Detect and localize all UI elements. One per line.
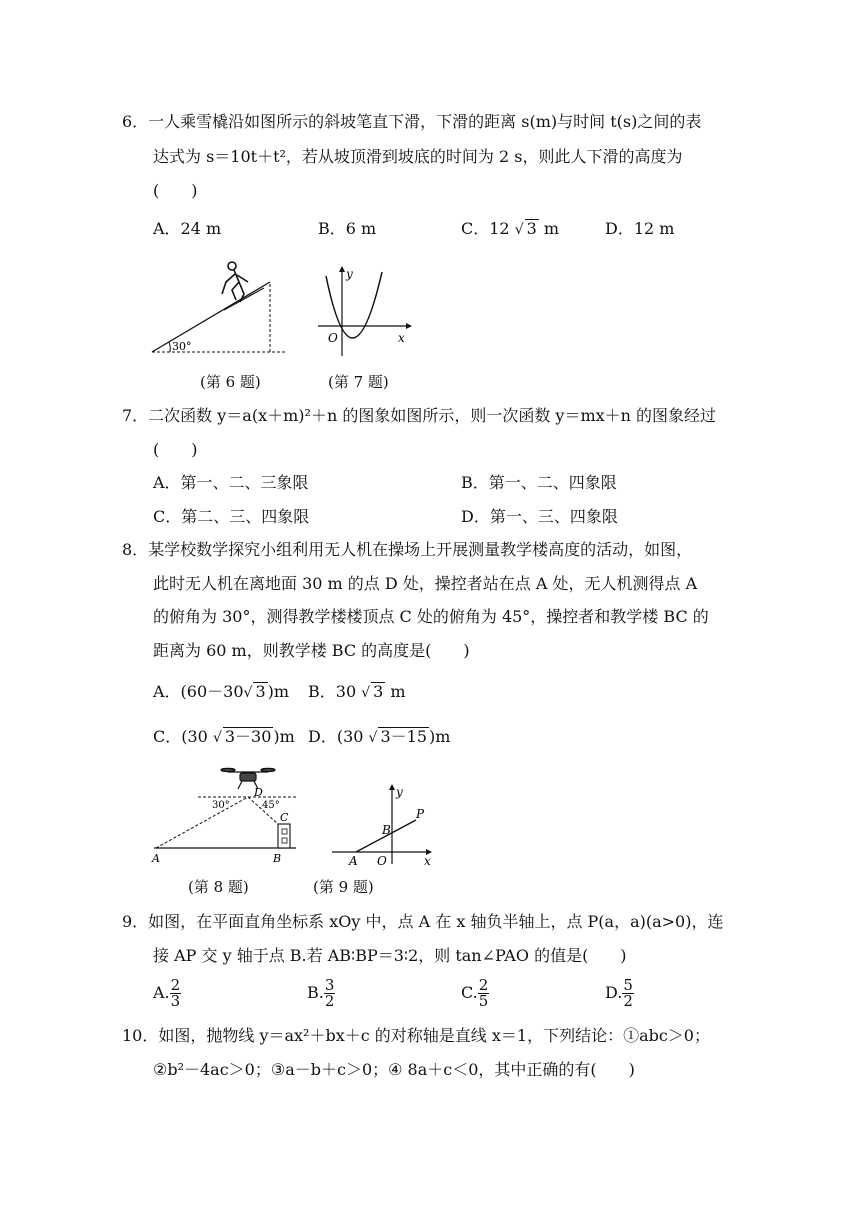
q9-option-b <box>307 978 335 1009</box>
q10-line-1: 10．如图，抛物线 y＝ax²＋bx＋c 的对称轴是直线 x＝1，下列结论：①abc＞0； <box>122 1026 710 1045</box>
q9-option-d-label: D. <box>605 983 623 1002</box>
figure-6-angle-label: 30° <box>172 340 192 353</box>
numerator: 3 <box>324 976 335 994</box>
q9-option-b-fraction <box>324 978 336 1009</box>
figure-9-point-a: A <box>349 854 358 868</box>
q8-line-3: 的俯角为 30°，测得教学楼楼顶点 C 处的俯角为 45°，操控者和教学楼 BC 的 <box>153 607 709 626</box>
q9-option-c <box>461 978 489 1009</box>
figure-7-origin-label: O <box>328 331 338 345</box>
sqrt-symbol: √ <box>368 730 378 746</box>
figure-8-point-b: B <box>273 852 282 865</box>
figure-9-caption: (第 9 题) <box>313 878 374 896</box>
figure-9-y-label: y <box>396 785 403 799</box>
q8-line-1: 8．某学校数学探究小组利用无人机在操场上开展测量教学楼高度的活动，如图， <box>122 540 693 559</box>
q6-option-c-radicand: 3 <box>526 219 537 238</box>
denominator: 5 <box>478 992 489 1010</box>
q6-line-1: 6．一人乘雪橇沿如图所示的斜坡笔直下滑，下滑的距离 s(m)与时间 t(s)之间的表 <box>122 112 702 131</box>
sqrt-symbol: √ <box>361 685 371 701</box>
q8-option-c <box>153 727 295 748</box>
figure-7-caption: (第 7 题) <box>328 373 389 391</box>
q6-line-3: ( ) <box>153 181 198 200</box>
q8-option-b-radicand: 3 <box>373 682 384 701</box>
q7-option-c: C．第二、三、四象限 <box>153 507 310 526</box>
figure-6-slope <box>140 252 300 364</box>
q8-option-d-radicand: 3－15 <box>380 727 427 746</box>
figure-8-caption: (第 8 题) <box>188 878 249 896</box>
skier-icon <box>222 262 264 310</box>
q9-option-b-label: B. <box>307 983 324 1002</box>
figure-9-point-p: P <box>416 807 425 821</box>
q6-option-c-unit: m <box>543 219 560 238</box>
figure-7-x-label: x <box>398 331 405 345</box>
q9-option-a-fraction <box>170 978 182 1009</box>
figure-8-drone-diagram <box>148 762 308 868</box>
q8-option-c-suffix: )m <box>273 727 295 746</box>
figure-8-point-c: C <box>280 811 289 824</box>
figure-9-x-label: x <box>424 854 431 868</box>
q6-line-2: 达式为 s＝10t＋t²，若从坡顶滑到坡底的时间为 2 s，则此人下滑的高度为 <box>153 147 683 166</box>
q8-line-2: 此时无人机在离地面 30 m 的点 D 处，操控者站在点 A 处，无人机测得点 A <box>153 574 698 593</box>
q8-option-b-prefix: B．30 <box>308 682 357 701</box>
q8-option-d-prefix: D．(30 <box>308 727 364 746</box>
figure-7-parabola <box>316 262 416 360</box>
sqrt-symbol: √ <box>243 685 253 701</box>
q7-option-a: A．第一、二、三象限 <box>153 473 309 492</box>
figure-6-caption: (第 6 题) <box>200 373 261 391</box>
q8-option-b <box>308 682 406 703</box>
q9-line-1: 9．如图，在平面直角坐标系 xOy 中，点 A 在 x 轴负半轴上，点 P(a，a)(a>0)，连 <box>122 912 724 931</box>
figure-9-point-b: B <box>382 823 391 837</box>
figure-9-coordinate-plane <box>330 778 440 868</box>
q8-option-c-radicand: 3－30 <box>224 727 272 746</box>
numerator: 2 <box>478 976 489 994</box>
denominator: 2 <box>623 992 633 1010</box>
q8-line-4: 距离为 60 m，则教学楼 BC 的高度是( ) <box>153 641 470 660</box>
q8-option-a <box>153 682 289 703</box>
q8-option-a-radicand: 3 <box>255 682 266 701</box>
q9-option-a <box>153 978 181 1009</box>
q9-option-c-label: C. <box>461 983 478 1002</box>
q6-option-b: B．6 m <box>318 219 377 238</box>
figure-8-point-a: A <box>152 852 160 865</box>
denominator: 2 <box>324 992 335 1010</box>
q9-option-c-fraction <box>478 978 490 1009</box>
sqrt-symbol: √ <box>212 730 222 746</box>
q7-option-b: B．第一、二、四象限 <box>461 473 617 492</box>
q8-option-a-prefix: A．(60－30 <box>153 682 244 701</box>
numerator: 5 <box>623 976 633 994</box>
figure-9-origin-label: O <box>377 854 387 868</box>
denominator: 3 <box>170 992 181 1010</box>
q9-option-d <box>605 978 634 1009</box>
sqrt-symbol: √ <box>514 222 524 238</box>
q9-option-d-fraction <box>622 978 634 1009</box>
q10-line-2: ②b²－4ac＞0；③a－b＋c＞0；④ 8a＋c＜0，其中正确的有( ) <box>153 1060 635 1079</box>
q6-option-d: D．12 m <box>605 219 675 238</box>
figure-8-angle-30: 30° <box>212 800 230 811</box>
q8-option-d-suffix: )m <box>429 727 451 746</box>
q7-option-d: D．第一、三、四象限 <box>461 507 618 526</box>
q9-line-2: 接 AP 交 y 轴于点 B.若 AB∶BP＝3∶2，则 tan∠PAO 的值是( ) <box>153 946 627 965</box>
figure-8-point-d: D <box>254 786 263 799</box>
q7-line-2: ( ) <box>153 440 198 459</box>
q8-option-b-unit: m <box>390 682 406 701</box>
q6-option-c <box>461 219 559 240</box>
drone-icon <box>221 768 275 789</box>
q8-option-a-suffix: )m <box>267 682 290 701</box>
figure-8-angle-45: 45° <box>262 800 280 811</box>
q9-option-a-label: A. <box>153 983 170 1002</box>
numerator: 2 <box>170 976 181 994</box>
q8-option-d <box>308 727 450 748</box>
q7-line-1: 7．二次函数 y＝a(x＋m)²＋n 的图象如图所示，则一次函数 y＝mx＋n 的图象经过 <box>122 406 717 425</box>
q6-option-c-prefix: C．12 <box>461 219 510 238</box>
q6-option-a: A．24 m <box>153 219 222 238</box>
figure-7-y-label: y <box>346 267 353 281</box>
q8-option-c-prefix: C．(30 <box>153 727 208 746</box>
